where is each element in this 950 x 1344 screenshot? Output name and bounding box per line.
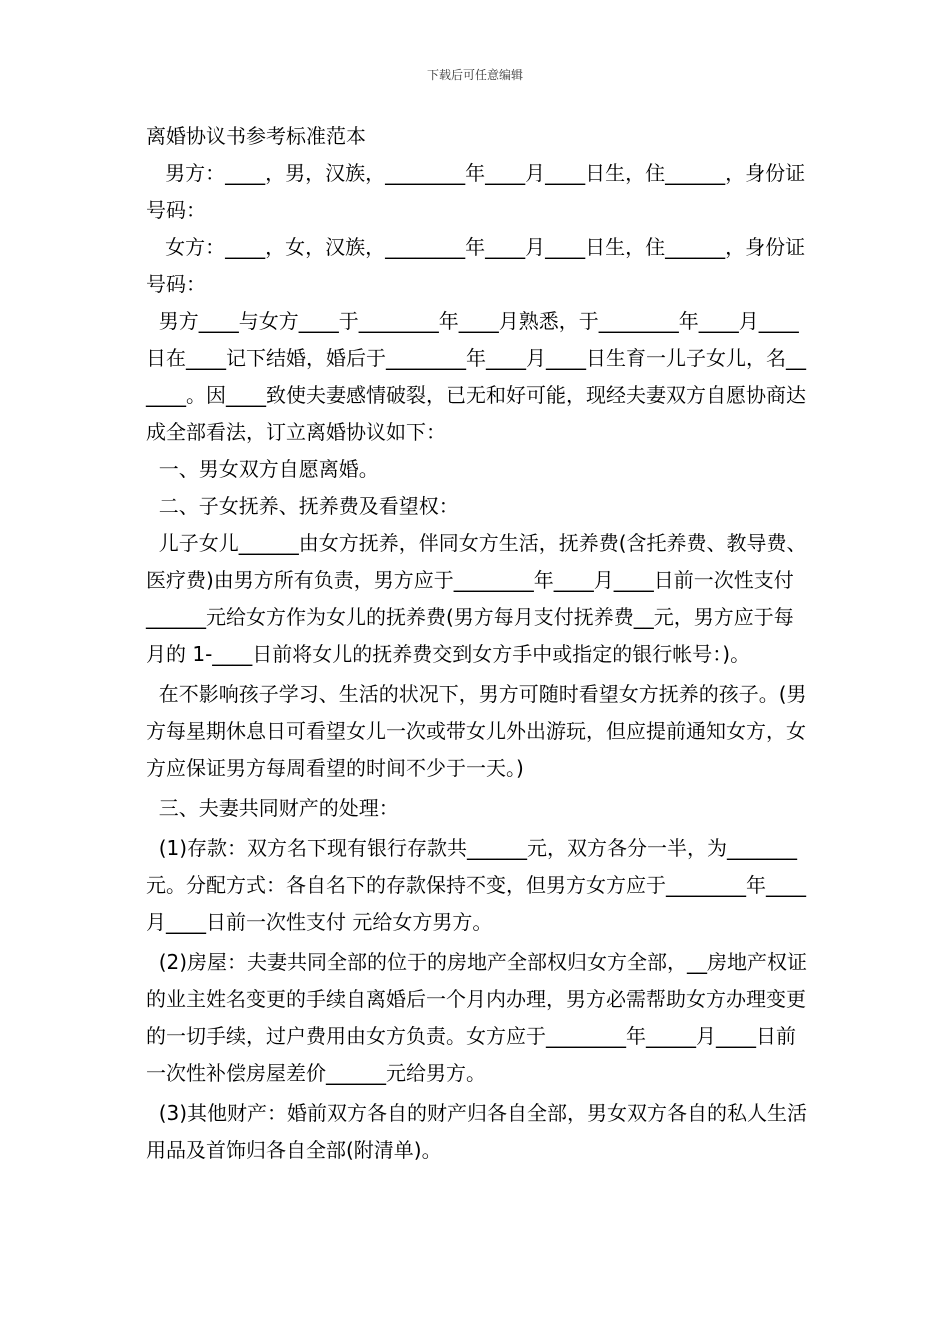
paragraph-house: (2)房屋：夫妻共同全部的位于的房地产全部权归女方全部，__房地产权证的业主姓名变更的手续自离婚后一个月内办理，男方必需帮助女方办理变更的一切手续，过户费用由女方负责。女方应于________年_____月____日前一次性补偿房屋差价______元给男方。	[146, 950, 808, 1085]
paragraph-visitation: 在不影响孩子学习、生活的状况下，男方可随时看望女方抚养的孩子。(男方每星期休息日可看望女儿一次或带女儿外出游玩，但应提前通知女方，女方应保证男方每周看望的时间不少于一天。)	[146, 682, 807, 780]
clause-1-heading: 一、男女双方自愿离婚。	[146, 457, 379, 481]
agreement-body	[146, 118, 810, 1169]
paragraph-deposits: (1)存款：双方名下现有银行存款共______元，双方各分一半，为_______元。分配方式：各自名下的存款保持不变，但男方女方应于________年____月____日前一次性支付 元给女方男方。	[146, 836, 806, 934]
clause-2-heading: 二、子女抚养、抚养费及看望权：	[146, 494, 459, 518]
document-title: 离婚协议书参考标准范本	[146, 124, 366, 148]
clause-3-heading: 三、夫妻共同财产的处理：	[146, 796, 399, 820]
paragraph-wife-info: 女方：____，女，汉族，________年____月____日生，住______，身份证号码：	[146, 235, 806, 296]
paragraph-background: 男方____与女方____于________年____月熟悉，于________年____月____日在____记下结婚，婚后于________年____月____日生育一儿子女儿，名______。因____致使夫妻感情破裂，已无和好可能，现经夫妻双方自愿协商达成全部看法，订立离婚协议如下：	[146, 309, 806, 444]
paragraph-husband-info: 男方：____，男，汉族，________年____月____日生，住______，身份证号码：	[146, 161, 806, 222]
paragraph-other-property: (3)其他财产：婚前双方各自的财产归各自全部，男女双方各自的私人生活用品及首饰归各自全部(附清单)。	[146, 1101, 808, 1162]
page-header-note: 下载后可任意编辑	[426, 68, 523, 82]
paragraph-child-support: 儿子女儿______由女方抚养，伴同女方生活，抚养费(含托养费、教导费、医疗费)由男方所有负责，男方应于________年____月____日前一次性支付 ______元给女方作为女儿的抚养费(男方每月支付抚养费__元，男方应于每月的 1-____日前将女儿的抚养费交到女方手中或指定的银行帐号：)。	[146, 531, 807, 666]
